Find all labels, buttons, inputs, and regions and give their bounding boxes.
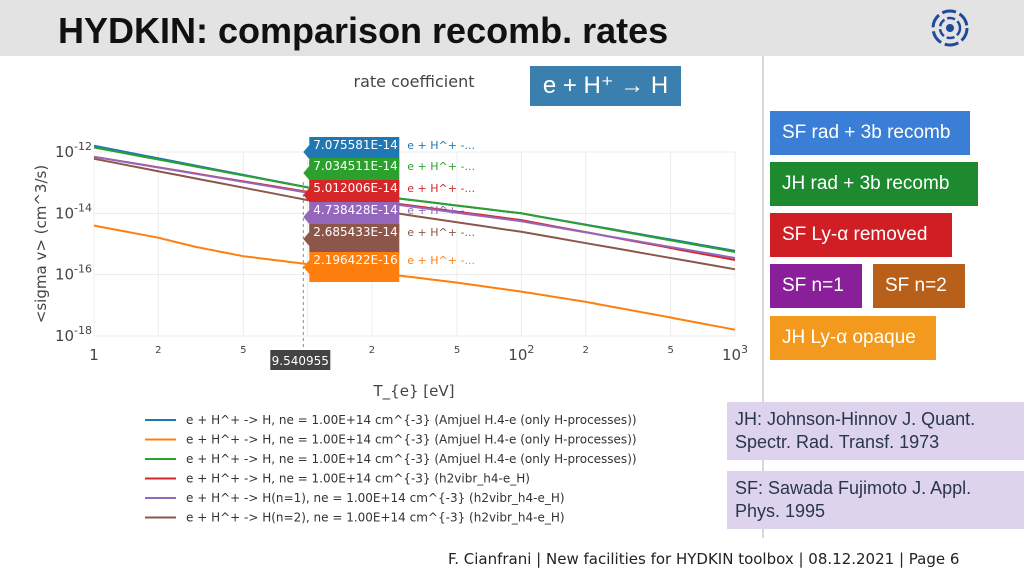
hover-label-text: e + H^+ -... [407, 160, 475, 173]
hover-label-value: 7.075581E-14 [313, 138, 398, 152]
legend-entry: e + H^+ -> H, ne = 1.00E+14 cm^{-3} (Amjuel H.4-e (only H-processes)) [186, 413, 637, 427]
x-axis-label: T_{e} [eV] [373, 382, 455, 400]
x-tick-label: 5 [667, 345, 674, 356]
hover-label-text: e + H^+ -... [407, 254, 475, 267]
legend-chip-1: JH rad + 3b recomb [770, 162, 978, 206]
legend-entry: e + H^+ -> H(n=2), ne = 1.00E+14 cm^{-3} (h2vibr_h4-e_H) [186, 510, 565, 525]
plot-panel [0, 56, 764, 538]
legend-entry: e + H^+ -> H, ne = 1.00E+14 cm^{-3} (h2vibr_h4-e_H) [186, 471, 530, 486]
reference-line: Spectr. Rad. Transf. 1973 [735, 432, 940, 452]
reaction-box: e + H⁺ → H [530, 66, 681, 106]
legend-entry: e + H^+ -> H(n=1), ne = 1.00E+14 cm^{-3} (h2vibr_h4-e_H) [186, 491, 565, 505]
legend-entry: e + H^+ -> H, ne = 1.00E+14 cm^{-3} (Amjuel H.4-e (only H-processes)) [186, 432, 637, 447]
hover-label-value: 4.738428E-14 [313, 203, 398, 217]
y-tick-label: $10^{-14}$ [54, 201, 92, 223]
legend-chip-4: SF n=2 [873, 264, 965, 308]
x-minor-tick-label: 2 [368, 345, 376, 356]
reference-1 [727, 471, 1024, 529]
reference-line: SF: Sawada Fujimoto J. Appl. [735, 478, 972, 498]
legend-chip-3: SF n=1 [770, 264, 862, 308]
hover-label-text: e + H^+ -... [407, 204, 475, 217]
hover-label-text: e + H^+ -... [407, 182, 475, 195]
x-tick-label: $10^3$ [721, 343, 749, 364]
legend-layer [145, 413, 637, 525]
reference-line: Phys. 1995 [735, 501, 826, 521]
footer-text: F. Cianfrani | New facilities for HYDKIN toolbox | 08.12.2021 | Page 6 [448, 550, 960, 568]
hover-label-value: 2.196422E-16 [313, 253, 398, 267]
hover-label-text: e + H^+ -... [407, 139, 475, 152]
hover-label-value: 5.012006E-14 [313, 181, 398, 195]
reference-line: JH: Johnson-Hinnov J. Quant. [735, 409, 976, 429]
x-minor-tick-label: 5 [453, 345, 461, 356]
y-tick-label: $10^{-12}$ [54, 140, 92, 161]
legend-chip-0: SF rad + 3b recomb [770, 111, 970, 155]
legend-chip-2: SF Ly-α removed [770, 213, 952, 257]
hover-label-text: e + H^+ -... [407, 226, 475, 239]
y-axis-label: <sigma v> (cm^3/s) [32, 164, 50, 324]
hover-label-value: 7.034511E-14 [313, 159, 398, 173]
slide-title: HYDKIN: comparison recomb. rates [58, 10, 669, 51]
institute-logo-icon [928, 6, 972, 50]
x-tick-label: 2 [582, 345, 589, 356]
x-tick-label: 2 [155, 345, 162, 356]
grid-layer [94, 152, 735, 336]
hover-x-label: 9.540955 [271, 354, 329, 368]
hover-layer [270, 137, 475, 370]
legend-entry: e + H^+ -> H, ne = 1.00E+14 cm^{-3} (Amjuel H.4-e (only H-processes)) [186, 452, 637, 466]
x-tick-label: $10^2$ [508, 343, 535, 364]
x-tick-label: 5 [240, 345, 247, 356]
legend-chip-5: JH Ly-α opaque [770, 316, 936, 360]
y-tick-label: $10^{-16}$ [54, 262, 92, 284]
reference-0 [727, 402, 1024, 460]
hover-label-value: 2.685433E-14 [313, 225, 398, 239]
rate-coefficient-chart[interactable] [0, 56, 760, 538]
x-tick-label: 1 [89, 346, 99, 364]
chart-title: rate coefficient [353, 72, 475, 91]
y-tick-label: $10^{-18}$ [54, 324, 92, 345]
